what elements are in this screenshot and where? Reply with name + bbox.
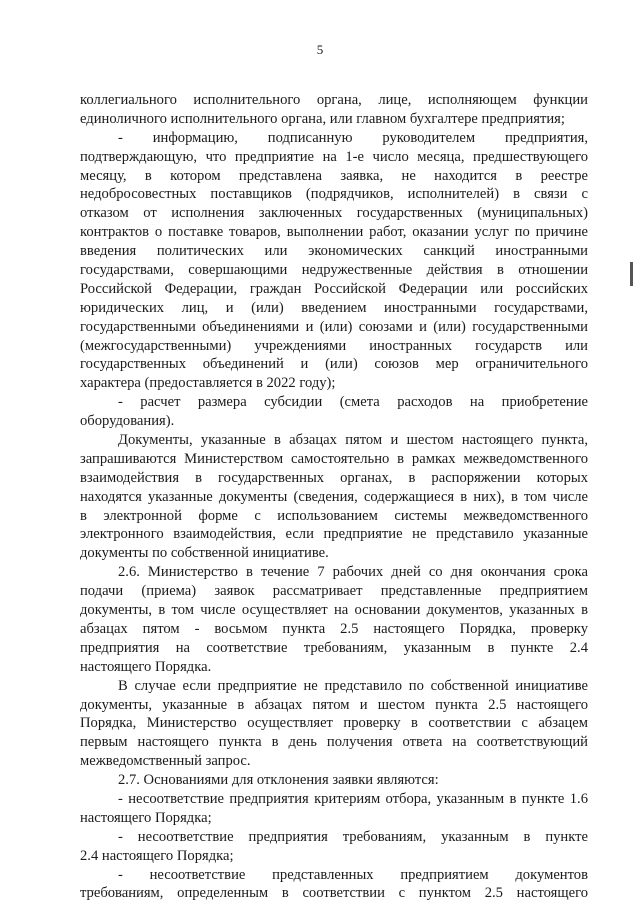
text-line: месяцу, в котором представлена заявка, не находится в реестре [80, 167, 588, 184]
footer-mark [92, 890, 150, 892]
text-line: документы, указанные в абзацах пятом и шестом пункта 2.5 настоящего [80, 696, 588, 713]
text-line: абзацах пятом - восьмом пункта 2.5 настоящего Порядка, проверку [80, 620, 588, 637]
text-line: первым настоящего пункта в день получения ответа на соответствующий [80, 734, 588, 751]
text-line: в электронной форме с использованием системы межведомственного [80, 507, 588, 524]
text-line: межведомственный запрос. [80, 753, 251, 770]
text-line: отказом от исполнения заключенных государственных (муниципальных) [80, 205, 588, 222]
text-line: подтверждающую, что предприятие на 1-е число месяца, предшествующего [80, 148, 588, 165]
text-line: В случае если предприятие не представило по собственной инициативе [118, 677, 588, 694]
margin-mark [630, 262, 633, 286]
text-line: 2.4 настоящего Порядка; [80, 847, 234, 864]
text-line: - несоответствие предприятия критериям отбора, указанным в пункте 1.6 [118, 790, 588, 807]
document-body [80, 91, 588, 903]
text-line: государственными объединениями и (или) союзами и (или) государственными [80, 318, 588, 335]
text-line: взаимодействия в государственных органах, в распоряжении которых [80, 469, 588, 486]
text-line: настоящего Порядка; [80, 809, 212, 826]
text-line: настоящего Порядка. [80, 658, 212, 675]
text-line: введения политических или экономических санкций иностранными [80, 243, 588, 260]
text-line: документы, в том числе осуществляет на основании документов, указанных в [80, 602, 588, 619]
text-line: единоличного исполнительного органа, или главном бухгалтере предприятия; [80, 110, 565, 127]
text-line: - несоответствие представленных предприятием документов [118, 866, 588, 883]
text-line: оборудования). [80, 413, 175, 430]
text-line: Порядка, Министерство осуществляет проверку в соответствии с абзацем [80, 715, 588, 732]
text-line: подачи (приема) заявок рассматривает представленные предприятием [80, 583, 588, 600]
text-line: предприятия на соответствие требованиям, указанным в пункте 2.4 [80, 639, 588, 656]
text-line: юридических лиц, и (или) введением иностранными государствами, [80, 299, 588, 316]
text-line: - расчет размера субсидии (смета расходов на приобретение [118, 394, 588, 411]
text-line: Документы, указанные в абзацах пятом и шестом настоящего пункта, [118, 432, 588, 449]
text-line: 2.6. Министерство в течение 7 рабочих дней со дня окончания срока [118, 564, 588, 581]
text-line: документы по собственной инициативе. [80, 545, 329, 562]
page-number: 5 [316, 42, 324, 57]
text-line: государствами, совершающими недружественные действия в отношении [80, 262, 588, 279]
text-line: - несоответствие предприятия требованиям, указанным в пункте [118, 828, 588, 845]
text-line: характера (предоставляется в 2022 году); [80, 375, 336, 392]
text-line: контрактов о поставке товаров, выполнении работ, оказании услуг по причине [80, 224, 588, 241]
text-line: недобросовестных поставщиков (подрядчиков, исполнителей) в связи с [80, 186, 588, 203]
text-line: Российской Федерации, граждан Российской Федерации или российских [80, 280, 588, 297]
text-line: коллегиального исполнительного органа, лице, исполняющем функции [80, 92, 588, 108]
text-line: запрашиваются Министерством самостоятельно в рамках межведомственного [80, 450, 588, 467]
text-line: требованиям, определенным в соответствии с пунктом 2.5 настоящего [80, 885, 588, 902]
text-line: государственных объединений и (или) союзов мер ограничительного [80, 356, 588, 373]
text-line: (межгосударственными) учреждениями иностранных государств или [80, 337, 588, 354]
text-line: электронного взаимодействия, если предприятие не представило указанные [80, 526, 588, 543]
text-line: - информацию, подписанную руководителем предприятия, [118, 129, 588, 146]
text-line: 2.7. Основаниями для отклонения заявки являются: [118, 772, 439, 789]
text-line: находятся указанные документы (сведения, содержащиеся в них), в том числе [80, 488, 588, 505]
